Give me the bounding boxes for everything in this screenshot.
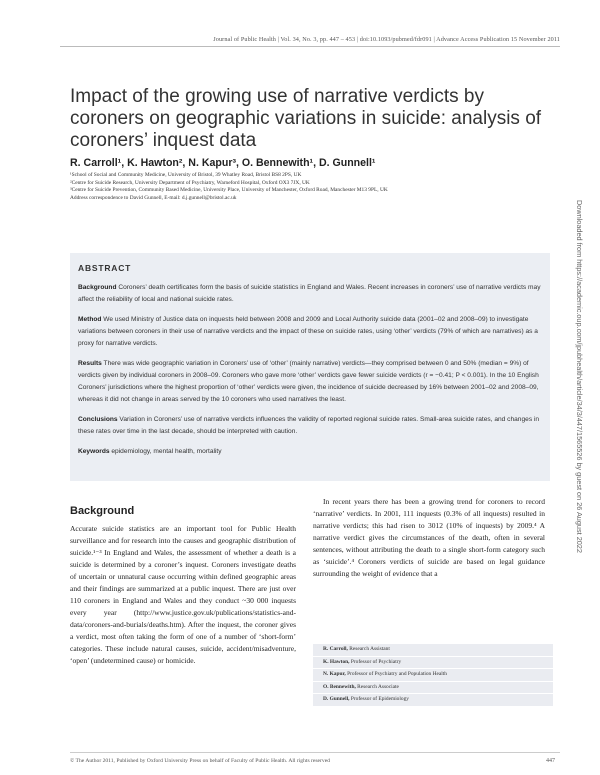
abstract-text: Coroners’ death certificates form the basis of suicide statistics in England and Wales. Recent increases in coroners’ use of narrative verdicts may affect the reliability of local and national suicide rates. [78, 284, 541, 303]
copyright-notice: © The Author 2011, Published by Oxford University Press on behalf of Faculty of Public Health. All rights reserved [70, 758, 330, 764]
author-role-row [313, 657, 553, 670]
header-divider [60, 46, 560, 47]
role-title: Professor of Psychiatry and Population Health [347, 671, 447, 677]
abstract-text: There was wide geographic variation in Coroners’ use of ‘other’ (mainly narrative) verdicts—they comprised between 0 and 50% (median = 9%) of verdicts given by individual coroners in 2008–09. Coroners who gave more ‘other’ verdicts gave fewer suicide verdicts (r = −0.41; P < 0.001). In the 10 English Coroners’ jurisdictions where the highest proportion of ‘other’ verdicts were given, the incidence of suicide decreased by 16% between 2001–02 and 2008–09, whereas it did not change in areas served by the 10 coroners who used narratives the least. [78, 360, 539, 403]
affiliation-3: ³Centre for Suicide Prevention, Community Based Medicine, University Place, University of Manchester, Oxford Road, Manchester M13 9PL, UK [70, 187, 388, 194]
role-title: Professor of Psychiatry [350, 658, 402, 665]
role-author-name: N. Kapur, [323, 671, 346, 677]
author-role-row [313, 669, 553, 682]
author-role-row [313, 694, 553, 707]
abstract-heading: ABSTRACT [78, 263, 132, 273]
abstract-method [78, 314, 542, 350]
affiliations [70, 172, 540, 202]
section-heading-background: Background [70, 505, 135, 517]
role-author-name: R. Carroll, [323, 646, 348, 652]
role-title: Research Assistant [349, 646, 390, 652]
abstract-label: Keywords [78, 448, 110, 455]
footer-divider [70, 752, 560, 753]
role-title: Research Associate [357, 683, 399, 690]
page-number: 447 [546, 758, 555, 764]
author-role-row [313, 644, 553, 657]
affiliation-2: ²Centre for Suicide Research, University Department of Psychiatry, Warneford Hospital, Oxford OX3 7JX, UK [70, 179, 310, 186]
abstract-label: Results [78, 360, 102, 367]
abstract-background [78, 282, 542, 306]
author-list: R. Carroll¹, K. Hawton², N. Kapur³, O. Bennewith¹, D. Gunnell¹ [70, 157, 376, 169]
abstract-keywords [78, 446, 542, 458]
role-author-name: O. Bennewith, [323, 683, 356, 690]
abstract-results [78, 358, 542, 406]
correspondence-address: Address correspondence to David Gunnell, E-mail: d.j.gunnell@bristol.ac.uk [70, 194, 237, 201]
abstract-box [70, 253, 550, 481]
role-author-name: D. Gunnell, [323, 696, 350, 702]
author-role-row [313, 682, 553, 695]
abstract-text: Variation in Coroners’ use of narrative verdicts influences the validity of reported regional suicide rates. Small-area suicide rates, and changes in these rates over time in the last decade, should be interpreted with caution. [78, 416, 540, 435]
body-right-column: In recent years there has been a growing trend for coroners to record ‘narrative’ verdicts. In 2001, 111 inquests (0.3% of all inquests) resulted in narrative verdicts; this had risen to 3012 (10% of inquests) by 2009.⁴ A narrative verdict gives the circumstances of the death, often in several sentences, without attributing the death to a single short-form category such as ‘suicide’.⁴ Coroners verdicts of suicide are based on legal guidance surrounding the weight of evidence that a [313, 497, 545, 578]
abstract-label: Conclusions [78, 416, 118, 423]
role-author-name: K. Hawton, [323, 658, 350, 665]
abstract-text: We used Ministry of Justice data on inquests held between 2008 and 2009 and Local Authority suicide data (2001–02 and 2008–09) to investigate variations between coroners in their use of narrative verdicts and the impact of these on suicide rates, using ‘other’ verdicts (79% of which are narratives) as a proxy for narrative verdicts. [78, 316, 538, 347]
body-left-column: Accurate suicide statistics are an important tool for Public Health surveillance and for research into the causes and geographic distribution of suicide.¹⁻³ In England and Wales, the assessment of whether a death is a suicide is determined by a coroner’s inquest. Coroners investigate deaths of uncertain or unnatural cause occurring within defined geographic areas and their findings are summarized at a public inquest. There are just over 110 coroners in England and Wales and they conduct ~30 000 inquests every year (http://www.justice.gov.uk/publications/statistics-and-data/coroners-and-burials/deaths.htm). After the inquest, the coroner gives a verdict, most often taking the form of one of a number of ‘short-form’ categories. These include natural causes, suicide, accident/misadventure, ‘open’ (undetermined cause) or homicide. [70, 524, 296, 665]
article-title: Impact of the growing use of narrative verdicts by coroners on geographic variations in suicide: analysis of coroners’ inquest data [70, 86, 542, 151]
running-header: Journal of Public Health | Vol. 34, No. 3, pp. 447 – 453 | doi:10.1093/pubmed/fdr091 | Advance Access Publication 15 November 2011 [213, 36, 560, 43]
affiliation-1: ¹School of Social and Community Medicine, University of Bristol, 39 Whatley Road, Bristol BS8 2PS, UK [70, 172, 302, 178]
abstract-text: epidemiology, mental health, mortality [111, 448, 222, 455]
abstract-label: Method [78, 316, 102, 323]
abstract-label: Background [78, 284, 117, 291]
author-roles-box [313, 644, 553, 707]
download-side-note-text: Downloaded from https://academic.oup.com/jpubhealth/article/34/3/447/1565526 by guest on 26 August 2022 [575, 200, 584, 553]
role-title: Professor of Epidemiology [350, 696, 409, 702]
download-side-note [574, 200, 586, 620]
abstract-conclusions [78, 414, 542, 438]
